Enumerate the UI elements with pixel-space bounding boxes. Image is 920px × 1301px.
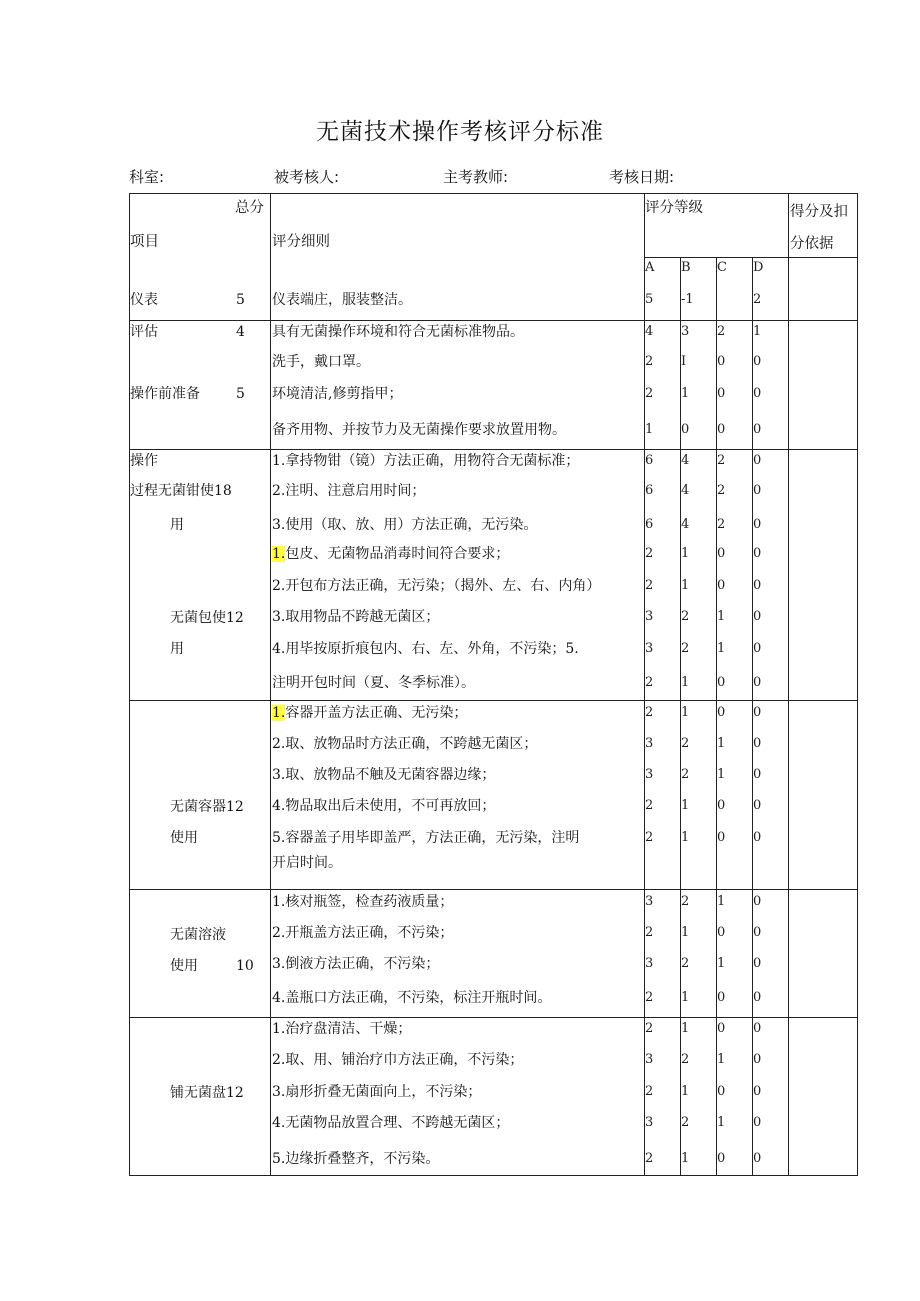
detail-label: 2.取、用、铺治疗巾方法正确，不污染； — [272, 1052, 524, 1068]
col-divider-detail — [270, 193, 271, 1176]
section-total: 10 — [236, 958, 254, 974]
grade-d: 0 — [753, 956, 762, 971]
grade-c: 0 — [717, 798, 726, 813]
detail-text — [272, 1114, 509, 1132]
detail-text — [272, 924, 453, 942]
grade-d: 0 — [753, 675, 762, 690]
grade-d: 0 — [753, 1021, 762, 1036]
detail-text — [272, 989, 551, 1007]
grade-header-d: D — [753, 260, 764, 275]
detail-label: 1.核对瓶签，检查药液质量； — [272, 894, 454, 910]
detail-label: 注明开包时间（夏、冬季标准）。 — [272, 675, 475, 691]
grade-c: 1 — [717, 609, 726, 624]
section-name: 评估 — [130, 324, 158, 340]
detail-label: 2.取、放物品时方法正确，不跨越无菌区； — [272, 736, 538, 752]
grade-c: 1 — [717, 767, 726, 782]
grade-subheader-line — [644, 257, 858, 258]
grade-a: 2 — [645, 830, 654, 845]
grade-a: 2 — [645, 1021, 654, 1036]
grade-b: 1 — [681, 705, 690, 720]
grade-c: 1 — [717, 641, 726, 656]
detail-text — [272, 323, 524, 341]
grade-a: 2 — [645, 675, 654, 690]
header-score-b: 分依据 — [790, 236, 834, 252]
header-grade: 评分等级 — [645, 200, 703, 216]
grade-a: 2 — [645, 546, 654, 561]
detail-label: 3.扇形折叠无菌面向上，不污染； — [272, 1084, 482, 1100]
grade-a: 2 — [645, 798, 654, 813]
grade-a: 6 — [645, 453, 654, 468]
detail-label: 容器开盖方法正确、无污染； — [285, 705, 468, 721]
grade-b: 3 — [681, 324, 690, 339]
grade-b: 4 — [681, 483, 690, 498]
grade-d: 2 — [753, 292, 762, 307]
row-divider — [129, 889, 858, 890]
dept-label: 科室: — [129, 168, 165, 186]
grade-a: 3 — [645, 1115, 654, 1130]
detail-label: 1.拿持物钳（镜）方法正确，用物符合无菌标准； — [272, 453, 580, 469]
section-name: 操作 — [130, 453, 158, 469]
grade-b: 1 — [681, 546, 690, 561]
grade-a: 2 — [645, 386, 654, 401]
grade-header-b: B — [681, 260, 691, 275]
grade-d: 0 — [753, 517, 762, 532]
header-detail: 评分细则 — [272, 234, 330, 250]
detail-label: 包皮、无菌物品消毒时间符合要求； — [285, 546, 510, 562]
grade-c: 0 — [717, 675, 726, 690]
detail-text — [272, 577, 600, 595]
detail-label: 具有无菌操作环境和符合无菌标准物品。 — [272, 324, 524, 340]
grade-d: 0 — [753, 1115, 762, 1130]
grade-a: 3 — [645, 767, 654, 782]
detail-label: 洗手，戴口罩。 — [272, 354, 370, 370]
section-name: 使用 — [170, 830, 198, 846]
detail-text — [272, 1150, 439, 1168]
grade-a: 3 — [645, 641, 654, 656]
detail-label: 2.注明、注意启用时间； — [272, 483, 426, 499]
grade-b: 1 — [681, 675, 690, 690]
detail-text — [272, 674, 475, 692]
grade-d: 0 — [753, 386, 762, 401]
section-name: 仪表 — [130, 292, 158, 308]
grade-a: 2 — [645, 578, 654, 593]
teacher-label: 主考教师: — [443, 168, 509, 186]
highlighted-number: 1. — [272, 546, 286, 562]
grade-b: 2 — [681, 641, 690, 656]
grade-b: 2 — [681, 894, 690, 909]
grade-b: 2 — [681, 767, 690, 782]
grade-c: 0 — [717, 1084, 726, 1099]
grade-d: 0 — [753, 1052, 762, 1067]
grade-a: 3 — [645, 609, 654, 624]
grade-c: 0 — [717, 990, 726, 1005]
grade-c: 0 — [717, 386, 726, 401]
grade-b: 1 — [681, 1151, 690, 1166]
grade-c: 1 — [717, 956, 726, 971]
grade-a: 2 — [645, 925, 654, 940]
grade-b: 0 — [681, 422, 690, 437]
grade-d: 0 — [753, 422, 762, 437]
header-item: 项目 — [130, 234, 159, 250]
detail-text — [272, 545, 509, 563]
page-title: 无菌技术操作考核评分标准 — [316, 119, 604, 145]
section-total: 4 — [236, 324, 245, 340]
row-divider — [129, 449, 858, 450]
detail-text — [272, 385, 402, 403]
grade-c: 1 — [717, 894, 726, 909]
grade-b: 4 — [681, 517, 690, 532]
grade-d: 0 — [753, 767, 762, 782]
detail-label: 4.物品取出后未使用，不可再放回； — [272, 798, 496, 814]
grade-d: 0 — [753, 453, 762, 468]
detail-label: 5.边缘折叠整齐，不污染。 — [272, 1151, 440, 1167]
grade-c: 0 — [717, 925, 726, 940]
detail-text — [272, 1083, 481, 1101]
detail-label: 4.用毕按原折痕包内、右、左、外角，不污染；5. — [272, 641, 579, 657]
grade-b: -1 — [681, 292, 694, 307]
grade-b: 2 — [681, 1115, 690, 1130]
detail-text — [272, 1020, 411, 1038]
grade-d: 0 — [753, 925, 762, 940]
section-name: 无菌容器12 — [170, 799, 244, 815]
col-divider-score — [788, 193, 789, 1176]
grade-a: 1 — [645, 422, 654, 437]
section-name: 过程无菌钳使18 — [130, 483, 232, 499]
detail-text — [272, 608, 439, 626]
section-name: 用 — [170, 641, 184, 657]
grade-c: 0 — [717, 354, 726, 369]
detail-text — [272, 482, 425, 500]
grade-b: I — [681, 354, 687, 369]
detail-label: 5.容器盖子用毕即盖严，方法正确，无污染，注明 — [272, 830, 580, 846]
grade-c: 2 — [717, 324, 726, 339]
grade-d: 0 — [753, 705, 762, 720]
grade-c: 2 — [717, 483, 726, 498]
detail-text — [272, 516, 537, 534]
grade-c: 0 — [717, 1151, 726, 1166]
grade-b: 4 — [681, 453, 690, 468]
grade-d: 0 — [753, 736, 762, 751]
grade-c: 2 — [717, 517, 726, 532]
grade-d: 0 — [753, 546, 762, 561]
grade-b: 2 — [681, 609, 690, 624]
grade-a: 2 — [645, 705, 654, 720]
grade-d: 0 — [753, 830, 762, 845]
grade-d: 0 — [753, 609, 762, 624]
detail-text — [272, 829, 579, 847]
grade-b: 2 — [681, 956, 690, 971]
grade-a: 2 — [645, 354, 654, 369]
grade-b: 1 — [681, 990, 690, 1005]
row-divider — [129, 700, 858, 701]
detail-text — [272, 421, 566, 439]
detail-label: 3.取用物品不跨越无菌区； — [272, 609, 440, 625]
grade-a: 3 — [645, 956, 654, 971]
grade-c: 1 — [717, 736, 726, 751]
grade-c: 0 — [717, 546, 726, 561]
section-name: 无菌包使12 — [170, 610, 244, 626]
table-border-top — [129, 193, 858, 194]
detail-text — [272, 452, 579, 470]
grade-a: 3 — [645, 894, 654, 909]
grade-b: 1 — [681, 386, 690, 401]
detail-label: 环境清洁,修剪指甲； — [272, 386, 403, 402]
detail-label: 备齐用物、并按节力及无菌操作要求放置用物。 — [272, 422, 566, 438]
grade-b: 1 — [681, 830, 690, 845]
table-border-bottom — [129, 1175, 858, 1176]
grade-a: 2 — [645, 1084, 654, 1099]
table-border-right — [857, 193, 858, 1176]
detail-label: 4.无菌物品放置合理、不跨越无菌区； — [272, 1115, 510, 1131]
grade-d: 0 — [753, 641, 762, 656]
section-total: 5 — [236, 386, 245, 402]
detail-label: 1.治疗盘清洁、干燥； — [272, 1021, 412, 1037]
grade-d: 0 — [753, 798, 762, 813]
grade-b: 1 — [681, 1084, 690, 1099]
grade-b: 1 — [681, 925, 690, 940]
grade-c: 2 — [717, 453, 726, 468]
scoring-table — [129, 193, 858, 1176]
grade-b: 1 — [681, 578, 690, 593]
detail-text — [272, 797, 495, 815]
grade-d: 0 — [753, 1151, 762, 1166]
row-divider — [129, 1017, 858, 1018]
grade-c: 0 — [717, 422, 726, 437]
section-name: 无菌溶液 — [170, 927, 226, 943]
detail-label: 3.使用（取、放、用）方法正确，无污染。 — [272, 517, 538, 533]
section-name: 操作前准备 — [130, 386, 200, 402]
grade-d: 0 — [753, 1084, 762, 1099]
examinee-label: 被考核人: — [274, 168, 340, 186]
grade-c: 0 — [717, 705, 726, 720]
detail-text — [272, 766, 495, 784]
detail-label: 4.盖瓶口方法正确，不污染，标注开瓶时间。 — [272, 990, 552, 1006]
grade-a: 3 — [645, 1052, 654, 1067]
grade-c: 0 — [717, 830, 726, 845]
grade-d: 0 — [753, 483, 762, 498]
section-total: 5 — [236, 292, 245, 308]
grade-c: 0 — [717, 578, 726, 593]
grade-d: 0 — [753, 578, 762, 593]
grade-a: 3 — [645, 736, 654, 751]
detail-text — [272, 893, 453, 911]
detail-text — [272, 704, 467, 722]
detail-label: 开启时间。 — [272, 855, 342, 871]
date-label: 考核日期: — [609, 168, 675, 186]
grade-a: 4 — [645, 324, 654, 339]
detail-text — [272, 735, 537, 753]
grade-a: 2 — [645, 1151, 654, 1166]
grade-b: 1 — [681, 798, 690, 813]
grade-a: 2 — [645, 990, 654, 1005]
detail-text — [272, 854, 342, 872]
header-total: 总分 — [235, 200, 264, 216]
grade-a: 6 — [645, 483, 654, 498]
detail-text — [272, 955, 439, 973]
grade-a: 5 — [645, 292, 654, 307]
detail-text: 仪表端庄，服装整洁。 — [272, 292, 412, 308]
grade-d: 0 — [753, 354, 762, 369]
section-name: 用 — [170, 517, 184, 533]
header-score-a: 得分及扣 — [790, 204, 848, 220]
row-divider — [129, 320, 858, 321]
detail-label: 2.开瓶盖方法正确，不污染； — [272, 925, 454, 941]
grade-header-c: C — [717, 260, 727, 275]
grade-b: 2 — [681, 1052, 690, 1067]
detail-text — [272, 353, 370, 371]
highlighted-number: 1. — [272, 705, 286, 721]
grade-a: 6 — [645, 517, 654, 532]
detail-text — [272, 1051, 523, 1069]
grade-c: 0 — [717, 1021, 726, 1036]
grade-b: 2 — [681, 736, 690, 751]
grade-header-a: A — [645, 260, 655, 275]
grade-d: 0 — [753, 894, 762, 909]
grade-d: 0 — [753, 990, 762, 1005]
grade-c: 1 — [717, 1115, 726, 1130]
detail-label: 3.取、放物品不触及无菌容器边缘； — [272, 767, 496, 783]
grade-b: 1 — [681, 1021, 690, 1036]
section-name: 使用 — [170, 958, 198, 974]
detail-label: 3.倒液方法正确，不污染； — [272, 956, 440, 972]
detail-label: 2.开包布方法正确，无污染；（揭外、左、右、内角） — [272, 578, 601, 594]
grade-d: 1 — [753, 324, 762, 339]
section-name: 铺无菌盘12 — [170, 1085, 244, 1101]
detail-text — [272, 640, 579, 658]
grade-c: 1 — [717, 1052, 726, 1067]
